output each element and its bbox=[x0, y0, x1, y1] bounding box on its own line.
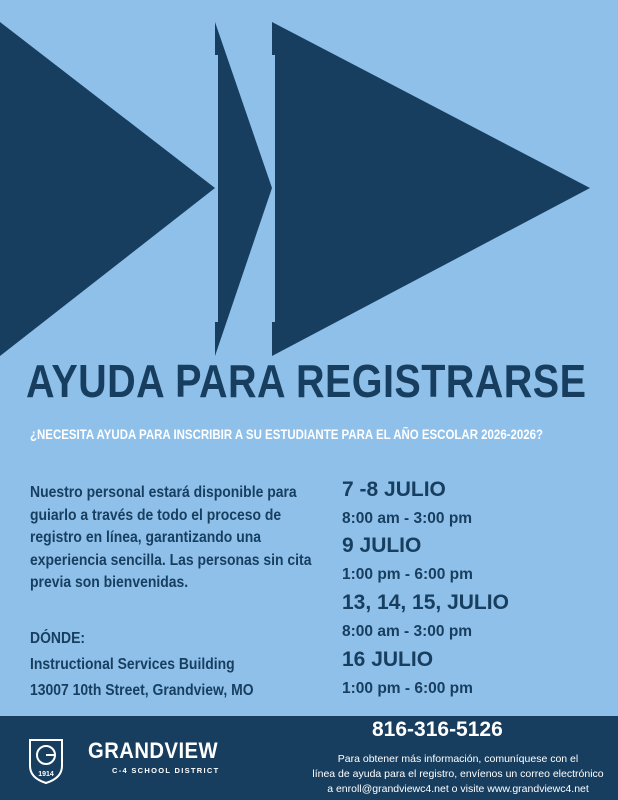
schedule-time-4: 1:00 pm - 6:00 pm bbox=[342, 680, 473, 697]
location-building: Instructional Services Building bbox=[30, 656, 235, 673]
contact-info bbox=[298, 752, 618, 797]
district-name: GRANDVIEW bbox=[88, 738, 219, 763]
logo-year: 1914 bbox=[38, 771, 54, 778]
description-text: Nuestro personal estará disponible para guiarlo a través de todo el proceso de registro en línea, garantizando una experiencia sencilla. Las personas sin cita previa son bienvenidas. bbox=[30, 484, 312, 591]
page-title: AYUDA PARA REGISTRARSE bbox=[26, 355, 587, 407]
arrow-shape-1 bbox=[0, 22, 215, 356]
district-subtitle: C-4 SCHOOL DISTRICT bbox=[112, 766, 220, 775]
schedule-date-3: 13, 14, 15, JULIO bbox=[342, 591, 509, 614]
schedule-time-1: 8:00 am - 3:00 pm bbox=[342, 510, 473, 527]
arrows-graphic bbox=[0, 0, 618, 360]
location-address: 13007 10th Street, Grandview, MO bbox=[30, 682, 254, 699]
location-label: DÓNDE: bbox=[30, 630, 86, 647]
schedule-date-2: 9 JULIO bbox=[342, 534, 422, 557]
arrow-gap-1 bbox=[215, 55, 218, 322]
schedule-time-2: 1:00 pm - 6:00 pm bbox=[342, 566, 473, 583]
contact-info-line-1: Para obtener más información, comuníquese con el bbox=[337, 753, 579, 765]
contact-info-line-2: línea de ayuda para el registro, envíenos un correo electrónico bbox=[312, 768, 604, 780]
phone-number[interactable]: 816-316-5126 bbox=[372, 718, 503, 741]
district-logo-icon bbox=[26, 738, 66, 784]
arrow-gap-2 bbox=[272, 55, 275, 322]
arrow-shape-4 bbox=[272, 22, 590, 356]
page-subtitle: ¿NECESITA AYUDA PARA INSCRIBIR A SU ESTUDIANTE PARA EL AÑO ESCOLAR 2026-2026? bbox=[30, 427, 544, 442]
schedule-date-1: 7 -8 JULIO bbox=[342, 478, 446, 501]
schedule-time-3: 8:00 am - 3:00 pm bbox=[342, 623, 473, 640]
contact-info-line-3[interactable]: a enroll@grandviewc4.net o visite www.grandviewc4.net bbox=[327, 783, 589, 795]
schedule-date-4: 16 JULIO bbox=[342, 648, 434, 671]
